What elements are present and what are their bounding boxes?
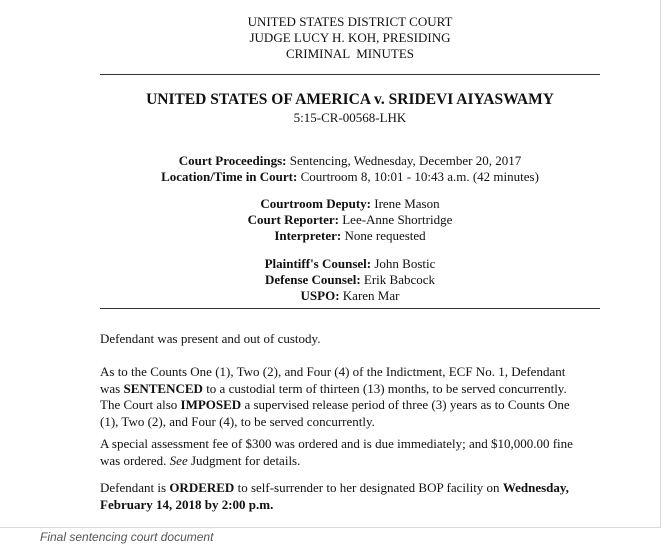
- presiding-judge: JUDGE LUCY H. KOH, PRESIDING: [249, 30, 451, 45]
- court-reporter-value: Lee-Anne Shortridge: [338, 212, 453, 227]
- uspo-line: [100, 288, 600, 304]
- surrender-text-1: Defendant is: [100, 480, 170, 495]
- see-emphasis: See: [169, 452, 188, 468]
- courtroom-deputy-line: [100, 196, 600, 212]
- location-time-value: Courtroom 8, 10:01 - 10:43 a.m. (42 minutes): [297, 169, 539, 184]
- plaintiff-counsel-value: John Bostic: [371, 256, 436, 271]
- court-proceedings-value: Sentencing, Wednesday, December 20, 2017: [286, 153, 522, 168]
- document-type: CRIMINAL MINUTES: [285, 46, 415, 61]
- imposed-emphasis: IMPOSED: [180, 397, 242, 412]
- case-title: UNITED STATES OF AMERICA v. SRIDEVI AIYASWAMY: [146, 91, 554, 108]
- sentence-paragraph: [100, 364, 578, 430]
- uspo-value: Karen Mar: [339, 288, 400, 303]
- plaintiff-counsel-label: Plaintiff's Counsel:: [264, 256, 372, 271]
- proceedings-block: [100, 153, 600, 185]
- court-name: UNITED STATES DISTRICT COURT: [247, 14, 453, 29]
- sentence-text-3: a supervised release period of three (3) years as to Counts One (1), Two (2), and Four (4), to be served concurrently.: [100, 397, 570, 429]
- plaintiff-counsel-line: [100, 256, 600, 272]
- court-reporter-label: Court Reporter:: [247, 212, 339, 227]
- sentence-text-1: As to the Counts One (1), Two (2), and Four (4) of the Indictment, ECF No. 1, Defendant was: [100, 364, 566, 396]
- interpreter-value: None requested: [341, 228, 426, 243]
- uspo-label: USPO:: [300, 288, 340, 303]
- personnel-block: [100, 196, 600, 244]
- sentenced-emphasis: SENTENCED: [123, 380, 203, 396]
- defense-counsel-label: Defense Counsel:: [264, 272, 361, 287]
- presence-paragraph: Defendant was present and out of custody.: [100, 331, 321, 346]
- defense-counsel-value: Erik Babcock: [360, 272, 436, 287]
- defense-counsel-line: [100, 272, 600, 288]
- surrender-date-emphasis: Wednesday, February 14, 2018 by 2:00 p.m.: [100, 480, 569, 512]
- surrender-text-2: to self-surrender to her designated BOP facility on: [234, 480, 503, 495]
- ordered-emphasis: ORDERED: [169, 480, 235, 495]
- header-divider-bottom: [100, 308, 600, 309]
- assessment-text-2: Judgment for details.: [187, 452, 301, 468]
- courtroom-deputy-value: Irene Mason: [371, 196, 440, 211]
- interpreter-label: Interpreter:: [274, 228, 342, 243]
- image-caption: Final sentencing court document: [40, 530, 214, 544]
- case-number: 5:15-CR-00568-LHK: [293, 110, 407, 125]
- assessment-text-1: A special assessment fee of $300 was ordered and is due immediately; and $10,000.00 fine was ordered.: [100, 436, 573, 468]
- header-divider-top: [100, 74, 600, 75]
- courtroom-deputy-label: Courtroom Deputy:: [260, 196, 371, 211]
- surrender-paragraph: [100, 480, 578, 513]
- court-reporter-line: [100, 212, 600, 228]
- sentence-text-2: to a custodial term of thirteen (13) months, to be served concurrently. The Court also: [100, 380, 567, 412]
- assessment-paragraph: [100, 436, 578, 469]
- location-time-line: [100, 169, 600, 185]
- court-header: [100, 14, 600, 62]
- interpreter-line: [100, 228, 600, 244]
- counsel-block: [100, 256, 600, 304]
- court-proceedings-line: [100, 153, 600, 169]
- location-time-label: Location/Time in Court:: [161, 169, 298, 184]
- court-proceedings-label: Court Proceedings:: [178, 153, 287, 168]
